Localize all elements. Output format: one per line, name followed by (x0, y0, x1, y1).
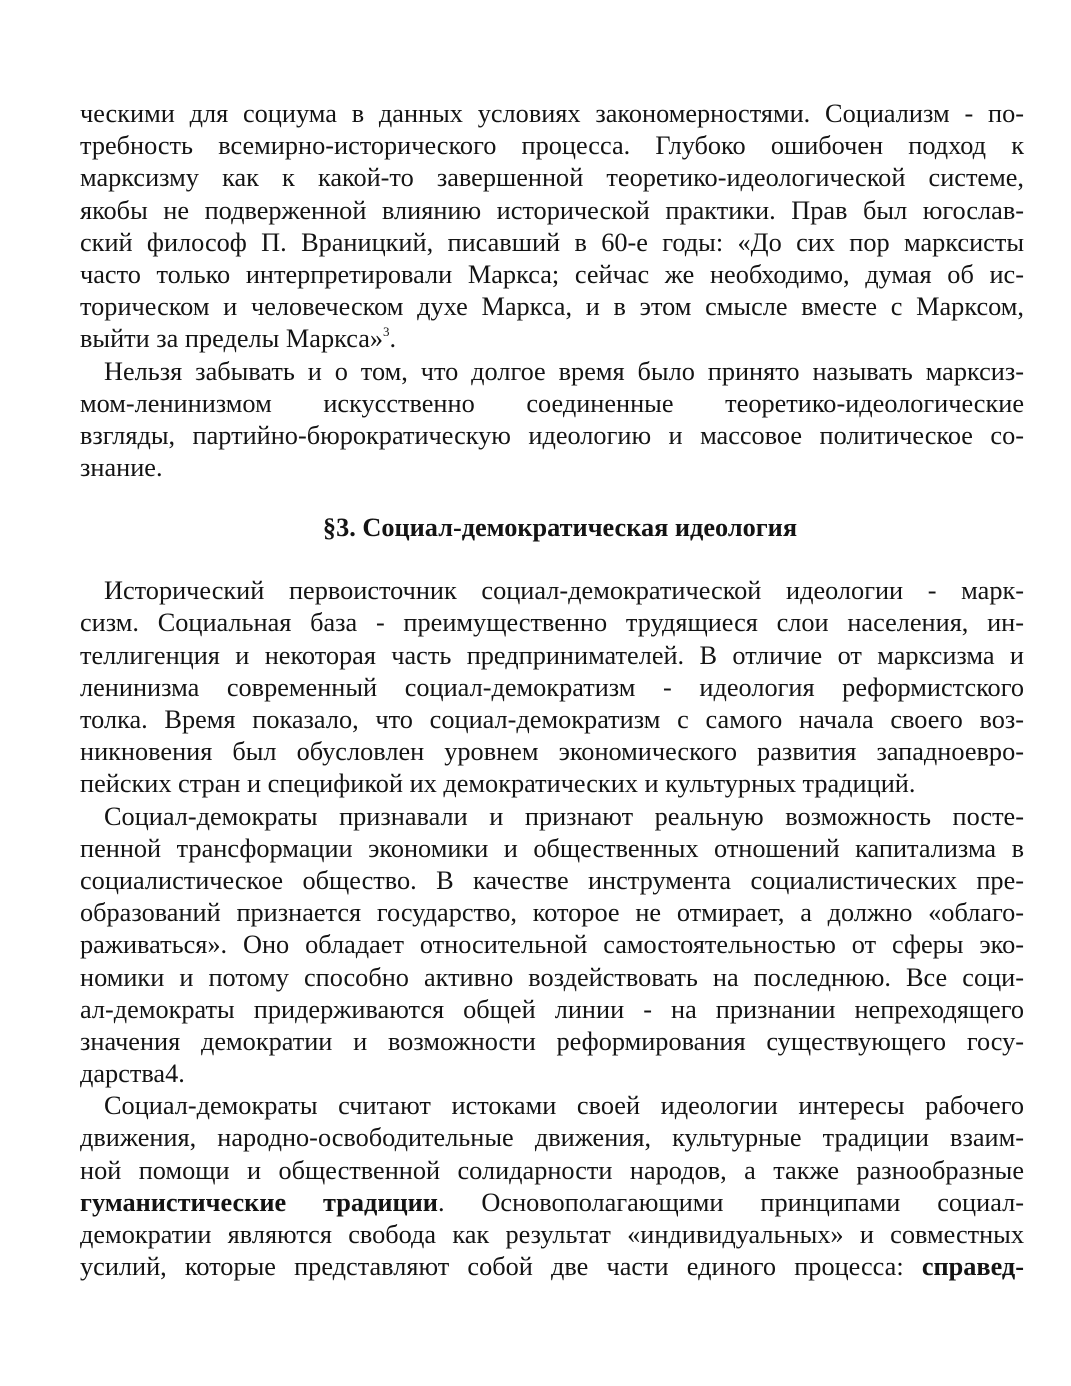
text-line (80, 1187, 1024, 1219)
text-line: движения, народно-освободительные движения, культурные традиции взаим- (80, 1123, 1024, 1153)
text-line: Нельзя забывать и о том, что долгое время было принято называть марксиз- (104, 356, 1024, 386)
text-line: толка. Время показало, что социал-демократизм с самого начала своего воз- (80, 705, 1024, 734)
text-line (80, 323, 1024, 355)
text-line: ческими для социума в данных условиях закономерностями. Социализм - по- (80, 99, 1024, 128)
text-line: Социал-демократы считают истоками своей идеологии интересы рабочего (104, 1091, 1024, 1121)
sentence-end: . (389, 324, 397, 354)
text-line: раживаться». Оно обладает относительной самостоятельностью от сферы эко- (80, 930, 1024, 960)
text-line: сизм. Социальная база - преимущественно трудящиеся слои населения, ин- (80, 608, 1024, 638)
text-line: Социал-демократы признавали и признают реальную возможность посте- (104, 801, 1024, 831)
text-line: Исторический первоисточник социал-демократической идеологии - марк- (104, 576, 1024, 606)
paragraph-3 (80, 575, 1024, 800)
document-page (80, 98, 1024, 1283)
text-line: якобы не подверженной влиянию исторической практики. Прав был югослав- (80, 195, 1024, 225)
text-line: марксизму как к какой-то завершенной теоретико-идеологической системе, (80, 163, 1024, 193)
text-line: значения демократии и возможности реформирования существующего госу- (80, 1026, 1024, 1056)
text-line (80, 1251, 1024, 1283)
text-line: дарства4. (80, 1059, 185, 1089)
bold-term: справед- (921, 1252, 1024, 1282)
text-line: номики и потому способно активно воздействовать на последнюю. Все соци- (80, 962, 1024, 992)
footnote-marker[interactable]: 3 (383, 324, 390, 340)
quote-text: выйти за пределы Маркса» (80, 324, 384, 354)
text-line: мом-ленинизмом искусственно соединенные теоретико-идеологические (80, 388, 1024, 418)
text-line: ал-демократы придерживаются общей линии - на признании непреходящего (80, 994, 1024, 1024)
text-line: часто только интерпретировали Маркса; сейчас же необходимо, думая об ис- (80, 259, 1024, 289)
text-run: . Основополагающими принципами социал- (437, 1187, 1024, 1217)
text-line: взгляды, партийно-бюрократическую идеологию и массовое политическое со- (80, 420, 1024, 450)
text-line: пенной трансформации экономики и общественных отношений капитализма в (80, 833, 1024, 863)
text-line: ский философ П. Враницкий, писавший в 60-е годы: «До сих пор марксисты (80, 227, 1024, 257)
paragraph-2 (80, 356, 1024, 485)
paragraph-1 (80, 98, 1024, 356)
text-line: знание. (80, 453, 163, 483)
paragraph-4 (80, 801, 1024, 1091)
text-line: демократии являются свобода как результат «индивидуальных» и совместных (80, 1220, 1024, 1249)
text-line: ленинизма современный социал-демократизм - идеология реформистского (80, 672, 1024, 702)
section-heading: §3. Социал-демократическая идеология (322, 513, 798, 543)
text-line: пейских стран и спецификой их демократических и культурных традиций. (80, 769, 916, 799)
text-line: социалистическое общество. В качестве инструмента социалистических пре- (80, 865, 1024, 895)
text-run: усилий, которые представляют собой две части единого процесса: (80, 1252, 922, 1282)
text-line: никновения был обусловлен уровнем экономического развития западноевро- (80, 737, 1024, 767)
text-line: торическом и человеческом духе Маркса, и в этом смысле вместе с Марксом, (80, 292, 1024, 322)
text-line: теллигенция и некоторая часть предпринимателей. В отличие от марксизма и (80, 640, 1024, 670)
text-line: образований признается государство, которое не отмирает, а должно «облаго- (80, 898, 1024, 928)
text-line: ной помощи и общественной солидарности народов, а также разнообразные (80, 1155, 1024, 1185)
bold-term: гуманистические традиции (80, 1187, 438, 1217)
paragraph-5 (80, 1090, 1024, 1283)
text-line: требность всемирно-исторического процесса. Глубоко ошибочен подход к (80, 131, 1024, 161)
